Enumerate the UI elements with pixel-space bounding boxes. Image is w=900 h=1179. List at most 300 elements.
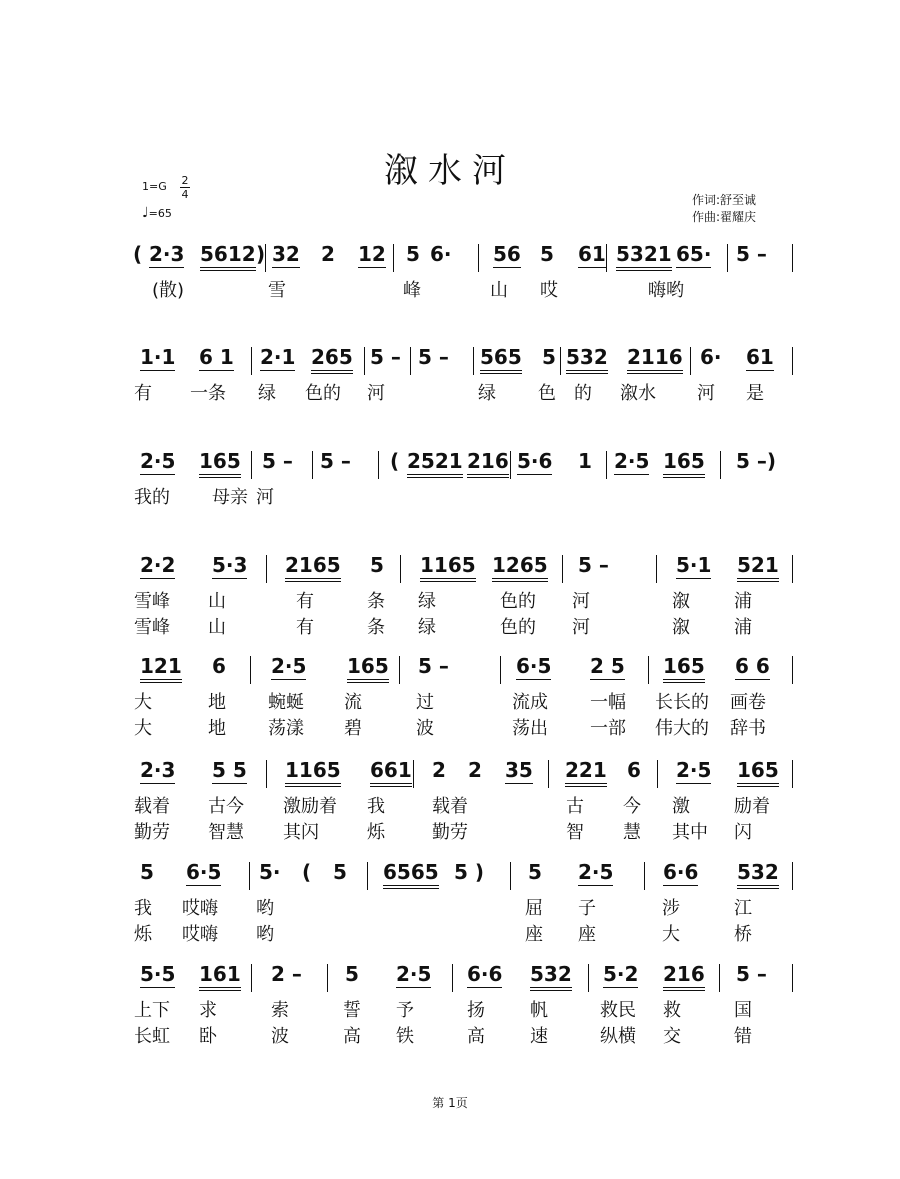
bar-line <box>719 964 720 992</box>
bar-line <box>378 451 379 479</box>
note-group: 165 <box>347 654 389 678</box>
bar-line <box>393 244 394 272</box>
lyric-verse-1: 涉 <box>662 898 680 919</box>
note-group: ( <box>133 242 143 266</box>
bar-line <box>312 451 313 479</box>
note-group: 1165 <box>285 758 341 782</box>
beam-line <box>272 267 300 268</box>
lyric-verse-1: 救民 <box>600 1000 636 1021</box>
lyric-verse-1: 子 <box>578 898 596 919</box>
time-top: 2 <box>181 174 189 187</box>
lyric-verse-2: 烁 <box>367 822 385 843</box>
lyric-verse-2: 绿 <box>418 617 436 638</box>
beam-line <box>347 682 389 683</box>
lyric-verse-1: 载着 <box>134 796 170 817</box>
lyric-verse-1: 索 <box>271 1000 289 1021</box>
beam-line <box>199 987 241 988</box>
lyric-verse-2: 纵横 <box>600 1026 636 1047</box>
lyric-verse-2: 河 <box>572 617 590 638</box>
quarter-note-icon: ♩ <box>142 205 149 221</box>
tempo-value: =65 <box>148 207 172 220</box>
beam-line <box>737 885 779 886</box>
bar-line <box>510 862 511 890</box>
lyric-verse-1: 上下 <box>134 1000 170 1021</box>
lyric-verse-1: 雪 <box>268 280 286 301</box>
beam-line <box>578 885 613 886</box>
note-group: 5·1 <box>676 553 712 577</box>
note-group: 2·1 <box>260 345 296 369</box>
note-group: 6· <box>700 345 722 369</box>
note-group: 521 <box>737 553 779 577</box>
beam-line <box>746 370 774 371</box>
beam-line <box>737 786 779 787</box>
beam-line <box>140 987 175 988</box>
lyric-verse-2: 高 <box>343 1026 361 1047</box>
lyric-verse-1: 求 <box>199 1000 217 1021</box>
beam-line <box>358 267 386 268</box>
lyric-verse-2: 勤劳 <box>432 822 468 843</box>
beam-line <box>676 578 711 579</box>
note-group: 5612 <box>200 242 256 266</box>
bar-line <box>792 347 793 375</box>
note-group: 2 <box>432 758 446 782</box>
beam-line <box>676 267 711 268</box>
beam-line <box>663 679 705 680</box>
bar-line <box>727 244 728 272</box>
beam-line <box>200 267 256 268</box>
lyric-verse-1: 过 <box>416 692 434 713</box>
note-group: 216 <box>467 449 509 473</box>
bar-line <box>588 964 589 992</box>
note-group: 5 <box>528 860 542 884</box>
beam-line <box>285 786 341 787</box>
page-number: 第 1页 <box>432 1096 468 1110</box>
bar-line <box>364 347 365 375</box>
note-group: 5 – <box>736 962 767 986</box>
lyric-verse-2: 高 <box>467 1026 485 1047</box>
bar-line <box>266 555 267 583</box>
beam-line <box>530 990 572 991</box>
beam-line <box>285 783 341 784</box>
bar-line <box>792 862 793 890</box>
lyric-verse-2: 一部 <box>590 718 626 739</box>
beam-line <box>140 578 175 579</box>
bar-line <box>266 760 267 788</box>
beam-line <box>627 370 683 371</box>
note-group: 5 <box>333 860 347 884</box>
note-group: 2 – <box>271 962 302 986</box>
beam-line <box>663 682 705 683</box>
bar-line <box>473 347 474 375</box>
beam-line <box>663 474 705 475</box>
lyric-verse-2: 座 <box>578 924 596 945</box>
note-group: 5 – <box>262 449 293 473</box>
beam-line <box>271 679 306 680</box>
bar-line <box>606 244 607 272</box>
beam-line <box>140 783 175 784</box>
beam-line <box>140 474 175 475</box>
lyric-verse-1: 色 <box>538 383 556 404</box>
bar-line <box>250 656 251 684</box>
beam-line <box>735 679 770 680</box>
note-group: ( <box>302 860 312 884</box>
lyric-verse-2: 卧 <box>199 1026 217 1047</box>
beam-line <box>505 783 533 784</box>
bar-line <box>265 244 266 272</box>
lyric-verse-2: 碧 <box>344 718 362 739</box>
lyric-verse-1: 雪峰 <box>134 591 170 612</box>
beam-line <box>347 679 389 680</box>
lyric-verse-1: 蜿蜒 <box>268 692 304 713</box>
note-group: 6·5 <box>516 654 552 678</box>
beam-line <box>566 373 608 374</box>
bar-line <box>413 760 414 788</box>
note-group: 5 <box>540 242 554 266</box>
lyric-verse-1: 救 <box>663 1000 681 1021</box>
bar-line <box>560 347 561 375</box>
beam-line <box>480 373 522 374</box>
bar-line <box>367 862 368 890</box>
note-group: 35 <box>505 758 533 782</box>
note-group: 5 5 <box>212 758 247 782</box>
note-group: 2·5 <box>140 449 176 473</box>
beam-line <box>663 477 705 478</box>
beam-line <box>467 477 509 478</box>
beam-line <box>616 267 672 268</box>
note-group: 65· <box>676 242 712 266</box>
lyric-verse-1: 母亲 <box>212 487 248 508</box>
note-group: 2 5 <box>590 654 625 678</box>
lyric-verse-1: 我 <box>134 898 152 919</box>
beam-line <box>566 370 608 371</box>
lyric-verse-2: 座 <box>525 924 543 945</box>
beam-line <box>578 267 606 268</box>
lyric-verse-2: 烁 <box>134 924 152 945</box>
note-group: 1265 <box>492 553 548 577</box>
note-group: 5·6 <box>517 449 553 473</box>
bar-line <box>606 451 607 479</box>
lyricist: 作词:舒至诚 <box>692 193 757 207</box>
beam-line <box>565 786 607 787</box>
note-group: 2·5 <box>614 449 650 473</box>
note-group: 32 <box>272 242 300 266</box>
bar-line <box>657 760 658 788</box>
lyric-verse-1: 哟 <box>256 898 274 919</box>
lyric-verse-1: 古今 <box>208 796 244 817</box>
lyric-verse-1: 是 <box>746 383 764 404</box>
bar-line <box>548 760 549 788</box>
bar-line <box>478 244 479 272</box>
lyric-verse-2: 色的 <box>500 617 536 638</box>
lyric-verse-2: 荡漾 <box>268 718 304 739</box>
lyric-verse-1: 古 <box>566 796 584 817</box>
lyric-verse-2: 智慧 <box>208 822 244 843</box>
lyric-verse-2: 伟大的 <box>655 718 709 739</box>
note-group: 216 <box>663 962 705 986</box>
note-group: 6 1 <box>199 345 234 369</box>
lyric-verse-1: 绿 <box>258 383 276 404</box>
beam-line <box>493 267 521 268</box>
note-group: 5· <box>259 860 281 884</box>
note-group: 5 – <box>578 553 609 577</box>
key-signature: 1=G <box>142 180 167 193</box>
bar-line <box>690 347 691 375</box>
beam-line <box>467 474 509 475</box>
lyric-verse-2: 溆 <box>672 617 690 638</box>
lyric-verse-2: 波 <box>416 718 434 739</box>
note-group: 565 <box>480 345 522 369</box>
lyric-verse-1: 我的 <box>134 487 170 508</box>
beam-line <box>140 682 182 683</box>
lyric-verse-1: 今 <box>623 796 641 817</box>
note-group: 121 <box>140 654 182 678</box>
beam-line <box>370 783 412 784</box>
beam-line <box>420 578 476 579</box>
note-group: 2·5 <box>396 962 432 986</box>
lyric-verse-2: 其闪 <box>283 822 319 843</box>
beam-line <box>614 474 649 475</box>
bar-line <box>792 964 793 992</box>
note-group: 6565 <box>383 860 439 884</box>
lyric-verse-1: 激 <box>672 796 690 817</box>
note-group: 6 6 <box>735 654 770 678</box>
lyric-verse-2: 勤劳 <box>134 822 170 843</box>
note-group: 1 <box>578 449 592 473</box>
bar-line <box>399 656 400 684</box>
lyric-verse-1: 我 <box>367 796 385 817</box>
lyric-verse-2: 哎嗨 <box>182 924 218 945</box>
lyric-verse-1: 有 <box>134 383 152 404</box>
beam-line <box>370 786 412 787</box>
bar-line <box>792 656 793 684</box>
song-title: 溆水河 <box>384 151 516 191</box>
note-group: 661 <box>370 758 412 782</box>
lyric-verse-2: 浦 <box>734 617 752 638</box>
lyric-verse-1: 予 <box>396 1000 414 1021</box>
note-group: 2·5 <box>271 654 307 678</box>
note-group: 5 – <box>418 654 449 678</box>
note-group: 1·1 <box>140 345 176 369</box>
lyric-verse-2: 辞书 <box>730 718 766 739</box>
bar-line <box>656 555 657 583</box>
note-group: 5 <box>406 242 420 266</box>
lyric-verse-1: 帆 <box>530 1000 548 1021</box>
lyric-verse-2: 智 <box>566 822 584 843</box>
lyric-verse-2: 其中 <box>672 822 708 843</box>
lyric-verse-1: 哎 <box>540 280 558 301</box>
bar-line <box>500 656 501 684</box>
note-group: 2 <box>321 242 335 266</box>
lyric-verse-1: (散) <box>152 280 185 301</box>
beam-line <box>517 474 552 475</box>
bar-line <box>249 862 250 890</box>
lyric-verse-2: 条 <box>367 617 385 638</box>
beam-line <box>199 477 241 478</box>
note-group: 5 <box>370 553 384 577</box>
lyric-verse-1: 一幅 <box>590 692 626 713</box>
lyric-verse-1: 哎嗨 <box>182 898 218 919</box>
note-group: 61 <box>746 345 774 369</box>
note-group: 265 <box>311 345 353 369</box>
note-group: 2521 <box>407 449 463 473</box>
bar-line <box>400 555 401 583</box>
beam-line <box>260 370 295 371</box>
lyric-verse-1: 浦 <box>734 591 752 612</box>
beam-line <box>285 578 341 579</box>
beam-line <box>383 885 439 886</box>
beam-line <box>530 987 572 988</box>
bar-line <box>327 964 328 992</box>
lyric-verse-1: 河 <box>572 591 590 612</box>
beam-line <box>737 888 779 889</box>
beam-line <box>467 987 502 988</box>
lyric-verse-2: 地 <box>208 718 226 739</box>
lyric-verse-1: 河 <box>367 383 385 404</box>
lyric-verse-1: 励着 <box>734 796 770 817</box>
lyric-verse-2: 桥 <box>734 924 752 945</box>
note-group: 165 <box>663 654 705 678</box>
beam-line <box>212 783 247 784</box>
beam-line <box>396 987 431 988</box>
beam-line <box>200 270 256 271</box>
note-group: 61 <box>578 242 606 266</box>
note-group: 6 <box>627 758 641 782</box>
lyric-verse-1: 誓 <box>343 1000 361 1021</box>
note-group: 2·3 <box>149 242 185 266</box>
beam-line <box>663 987 705 988</box>
note-group: 532 <box>737 860 779 884</box>
note-group: 56 <box>493 242 521 266</box>
beam-line <box>140 679 182 680</box>
lyric-verse-2: 荡出 <box>512 718 548 739</box>
beam-line <box>737 581 779 582</box>
note-group: 5 – <box>418 345 449 369</box>
beam-line <box>492 581 548 582</box>
note-group: 5321 <box>616 242 672 266</box>
beam-line <box>603 987 638 988</box>
note-group: 5 <box>140 860 154 884</box>
note-group: 532 <box>566 345 608 369</box>
beam-line <box>676 783 711 784</box>
lyric-verse-2: 大 <box>134 718 152 739</box>
lyric-verse-2: 山 <box>208 617 226 638</box>
beam-line <box>420 581 476 582</box>
note-group: 5·3 <box>212 553 248 577</box>
note-group: 2 <box>468 758 482 782</box>
note-group: 5 <box>542 345 556 369</box>
note-group: 2116 <box>627 345 683 369</box>
lyric-verse-2: 交 <box>663 1026 681 1047</box>
note-group: 1165 <box>420 553 476 577</box>
lyric-verse-1: 屈 <box>525 898 543 919</box>
lyric-verse-2: 慧 <box>623 822 641 843</box>
note-group: 5 <box>345 962 359 986</box>
beam-line <box>590 679 625 680</box>
bar-line <box>792 760 793 788</box>
beam-line <box>616 270 672 271</box>
lyric-verse-1: 流 <box>344 692 362 713</box>
bar-line <box>792 244 793 272</box>
lyric-verse-1: 溆 <box>672 591 690 612</box>
beam-line <box>311 373 353 374</box>
lyric-verse-2: 速 <box>530 1026 548 1047</box>
lyric-verse-1: 峰 <box>403 280 421 301</box>
note-group: 5 ) <box>454 860 485 884</box>
lyric-verse-2: 铁 <box>396 1026 414 1047</box>
note-group: 2·2 <box>140 553 176 577</box>
note-group: 5 – <box>736 242 767 266</box>
lyric-verse-1: 色的 <box>500 591 536 612</box>
lyric-verse-1: 山 <box>208 591 226 612</box>
beam-line <box>199 370 234 371</box>
composer: 作曲:翟耀庆 <box>692 210 757 224</box>
lyric-verse-1: 地 <box>208 692 226 713</box>
beam-line <box>737 578 779 579</box>
lyric-verse-1: 河 <box>256 487 274 508</box>
beam-line <box>663 990 705 991</box>
lyric-verse-2: 哟 <box>256 924 274 945</box>
note-group: 6·6 <box>467 962 503 986</box>
beam-line <box>212 578 247 579</box>
time-bottom: 4 <box>181 188 189 201</box>
note-group: 165 <box>663 449 705 473</box>
note-group: 165 <box>199 449 241 473</box>
lyric-verse-1: 江 <box>734 898 752 919</box>
lyric-verse-1: 河 <box>697 383 715 404</box>
lyric-verse-1: 长长的 <box>655 692 709 713</box>
bar-line <box>720 451 721 479</box>
note-group: 2165 <box>285 553 341 577</box>
lyric-verse-2: 闪 <box>734 822 752 843</box>
bar-line <box>251 964 252 992</box>
note-group: 12 <box>358 242 386 266</box>
note-group: 5·5 <box>140 962 176 986</box>
note-group: 6 <box>212 654 226 678</box>
beam-line <box>199 474 241 475</box>
bar-line <box>410 347 411 375</box>
lyric-verse-2: 波 <box>271 1026 289 1047</box>
lyric-verse-1: 条 <box>367 591 385 612</box>
beam-line <box>737 783 779 784</box>
lyric-verse-1: 绿 <box>418 591 436 612</box>
lyric-verse-1: 色的 <box>305 383 341 404</box>
note-group: 2·3 <box>140 758 176 782</box>
beam-line <box>627 373 683 374</box>
note-group: 2·5 <box>676 758 712 782</box>
lyric-verse-2: 长虹 <box>134 1026 170 1047</box>
bar-line <box>452 964 453 992</box>
lyric-verse-1: 载着 <box>432 796 468 817</box>
lyric-verse-2: 雪峰 <box>134 617 170 638</box>
note-group: 5 – <box>370 345 401 369</box>
lyric-verse-1: 国 <box>734 1000 752 1021</box>
beam-line <box>149 267 184 268</box>
beam-line <box>140 370 175 371</box>
lyric-verse-1: 有 <box>296 591 314 612</box>
note-group: ) <box>256 242 266 266</box>
lyric-verse-1: 大 <box>134 692 152 713</box>
beam-line <box>199 990 241 991</box>
note-group: 221 <box>565 758 607 782</box>
note-group: 532 <box>530 962 572 986</box>
bar-line <box>251 451 252 479</box>
note-group: 2·5 <box>578 860 614 884</box>
lyric-verse-1: 溆水 <box>620 383 656 404</box>
bar-line <box>648 656 649 684</box>
lyric-verse-1: 画卷 <box>730 692 766 713</box>
note-group: 6· <box>430 242 452 266</box>
note-group: 5·2 <box>603 962 639 986</box>
